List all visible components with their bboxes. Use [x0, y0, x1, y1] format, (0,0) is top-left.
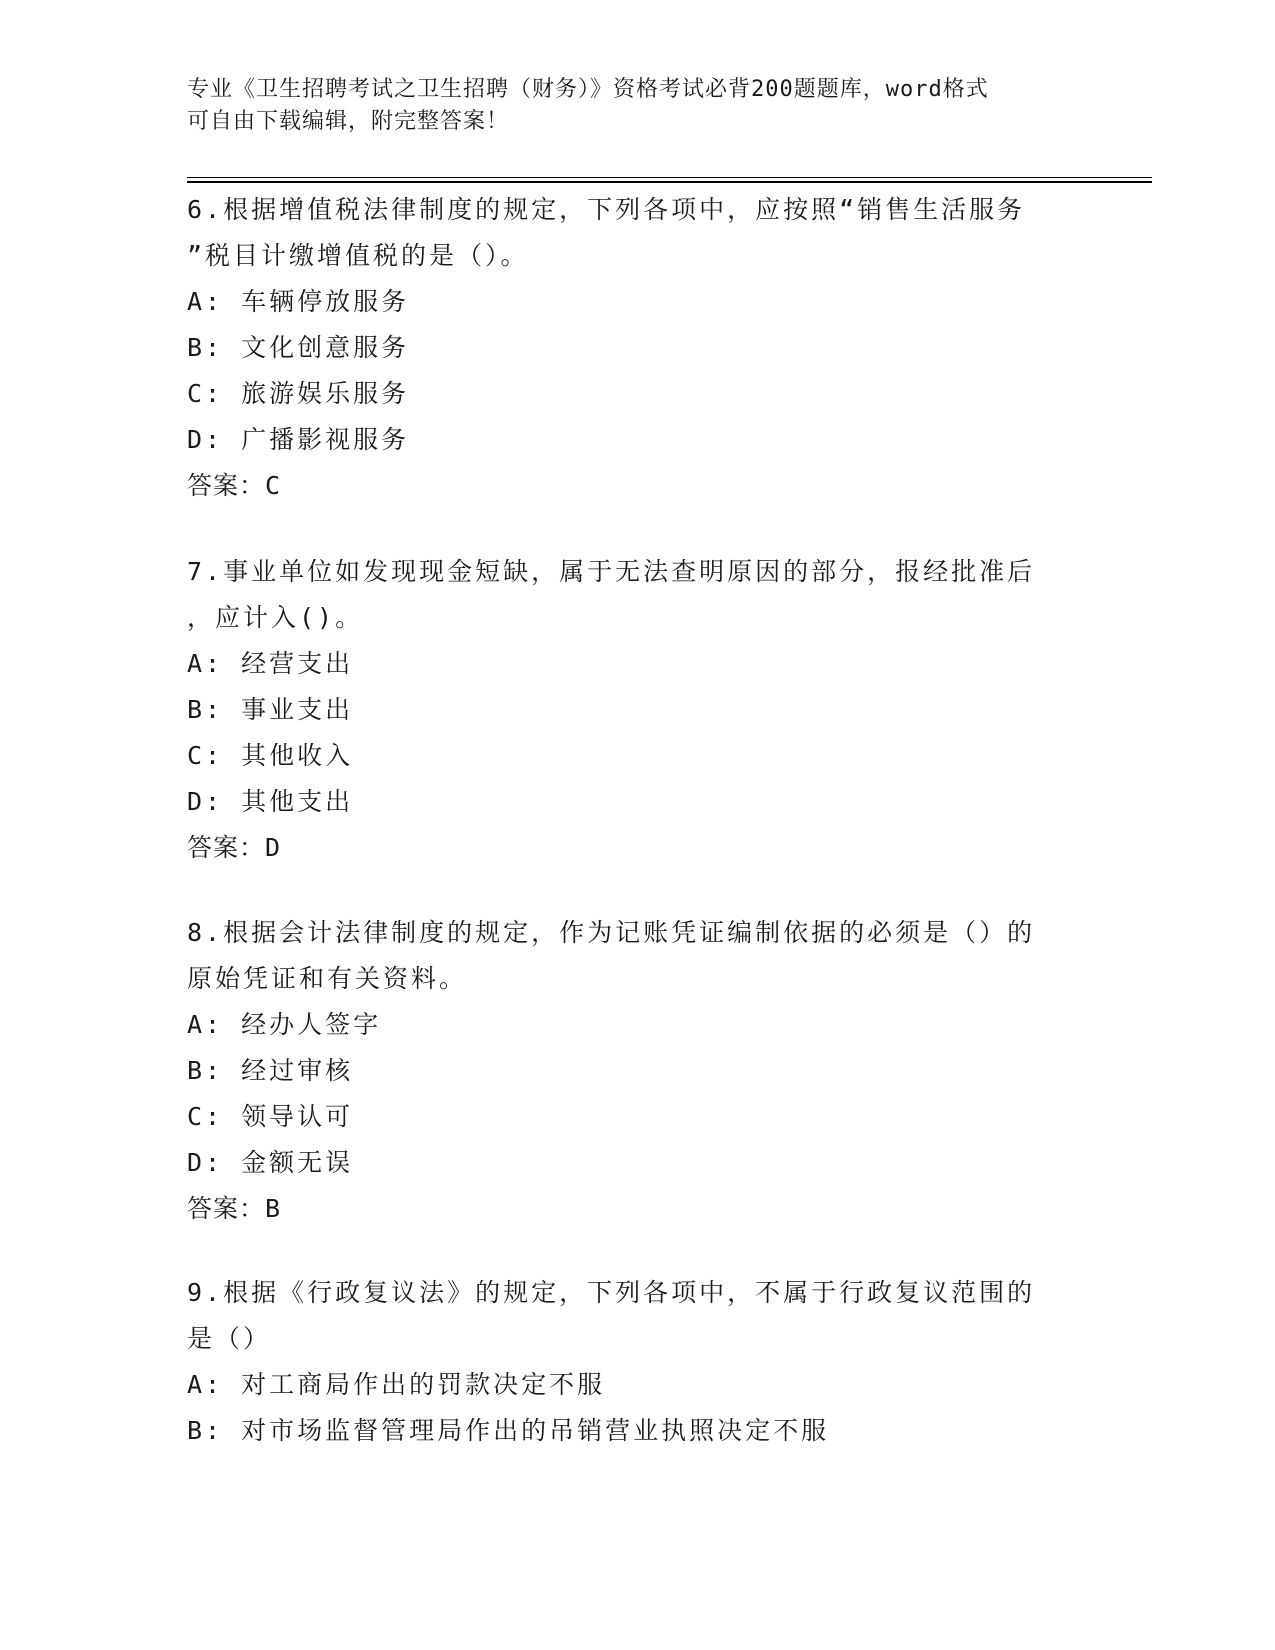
question-text-line: 6.根据增值税法律制度的规定，下列各项中，应按照“销售生活服务	[187, 195, 1026, 224]
option-letter: D:	[187, 1148, 224, 1177]
option-c	[187, 733, 1087, 779]
option-text: 经过审核	[241, 1056, 354, 1085]
option-c	[187, 371, 1087, 417]
option-d	[187, 417, 1087, 463]
option-text: 经办人签字	[241, 1010, 382, 1039]
option-d	[187, 1140, 1087, 1186]
option-a	[187, 1362, 1087, 1408]
option-a	[187, 641, 1087, 687]
question-text-line: ”税目计缴增值税的是（）。	[187, 241, 529, 270]
option-letter: B:	[187, 695, 224, 724]
option-b	[187, 1408, 1087, 1454]
option-letter: D:	[187, 787, 224, 816]
option-letter: A:	[187, 1010, 224, 1039]
option-letter: A:	[187, 1370, 224, 1399]
option-text: 其他收入	[241, 741, 354, 770]
answer-line: 答案：B	[187, 1194, 282, 1223]
question-9	[187, 1270, 1087, 1454]
option-letter: B:	[187, 333, 224, 362]
option-text: 经营支出	[241, 649, 354, 678]
question-text-line: 7.事业单位如发现现金短缺，属于无法查明原因的部分，报经批准后	[187, 557, 1036, 586]
option-c	[187, 1094, 1087, 1140]
option-letter: C:	[187, 379, 224, 408]
option-letter: A:	[187, 649, 224, 678]
answer-line: 答案：C	[187, 471, 282, 500]
option-d	[187, 779, 1087, 825]
question-7	[187, 549, 1087, 871]
option-text: 对市场监督管理局作出的吊销营业执照决定不服	[241, 1416, 830, 1445]
option-text: 广播影视服务	[241, 425, 410, 454]
question-text-line: 是（）	[187, 1324, 272, 1353]
answer-line: 答案：D	[187, 833, 282, 862]
option-text: 其他支出	[241, 787, 354, 816]
option-letter: C:	[187, 1102, 224, 1131]
header-divider-thin	[187, 177, 1152, 178]
option-b	[187, 325, 1087, 371]
question-8	[187, 910, 1087, 1232]
option-letter: B:	[187, 1416, 224, 1445]
question-6	[187, 187, 1087, 509]
question-text-line: ，应计入()。	[187, 603, 364, 632]
option-text: 旅游娱乐服务	[241, 379, 410, 408]
header-line-2: 可自由下载编辑，附完整答案！	[187, 109, 510, 134]
question-text-line: 原始凭证和有关资料。	[187, 964, 468, 993]
question-text-line: 9.根据《行政复议法》的规定，下列各项中，不属于行政复议范围的	[187, 1278, 1036, 1307]
question-text-line: 8.根据会计法律制度的规定，作为记账凭证编制依据的必须是（）的	[187, 918, 1036, 947]
option-letter: C:	[187, 741, 224, 770]
header-divider-thick	[187, 181, 1152, 183]
option-letter: B:	[187, 1056, 224, 1085]
option-text: 文化创意服务	[241, 333, 410, 362]
option-text: 事业支出	[241, 695, 354, 724]
option-text: 对工商局作出的罚款决定不服	[241, 1370, 606, 1399]
document-header	[187, 74, 1067, 138]
option-a	[187, 279, 1087, 325]
option-b	[187, 687, 1087, 733]
option-text: 车辆停放服务	[241, 287, 410, 316]
option-letter: D:	[187, 425, 224, 454]
option-text: 领导认可	[241, 1102, 354, 1131]
option-text: 金额无误	[241, 1148, 354, 1177]
option-b	[187, 1048, 1087, 1094]
option-letter: A:	[187, 287, 224, 316]
option-a	[187, 1002, 1087, 1048]
header-line-1: 专业《卫生招聘考试之卫生招聘（财务）》资格考试必背200题题库，word格式	[187, 77, 989, 102]
